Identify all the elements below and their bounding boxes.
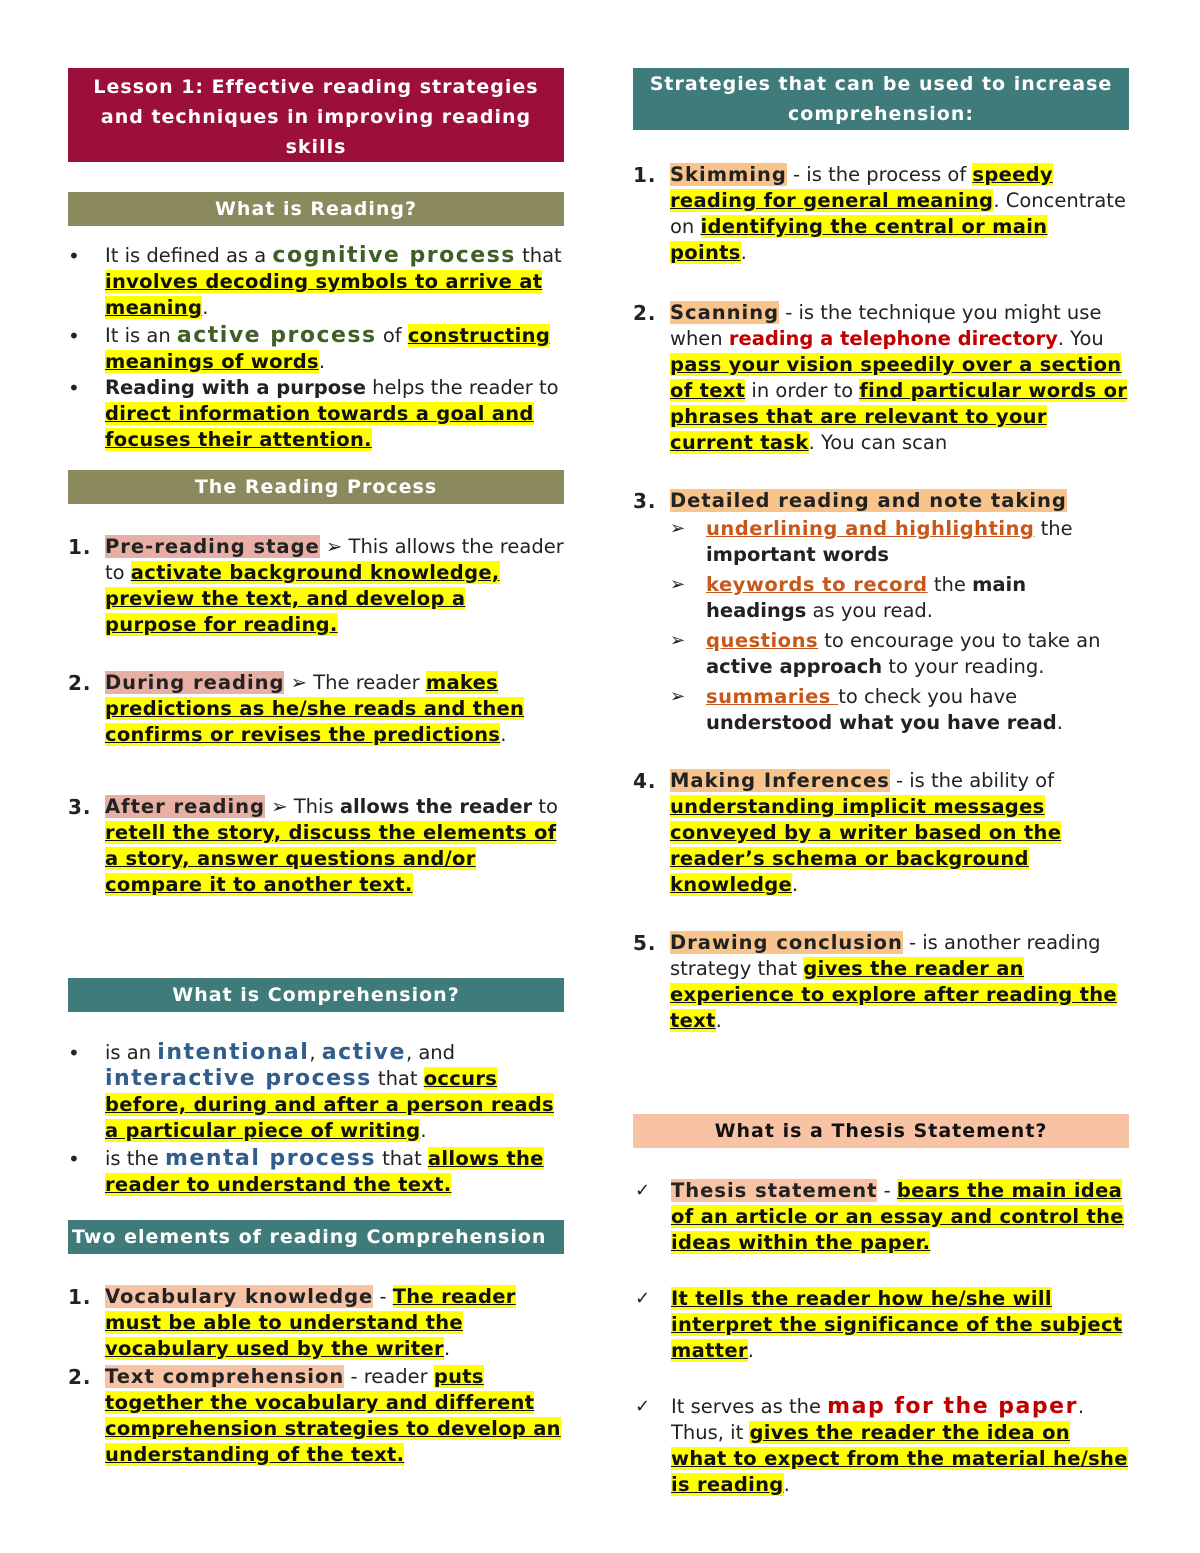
highlight: constructing meanings of words <box>105 324 551 373</box>
text: . <box>740 241 747 264</box>
text: . Thus, it <box>671 1395 1085 1444</box>
text: to <box>532 795 558 818</box>
list-item-skimming <box>633 162 1129 266</box>
lesson-title: Lesson 1: Effective reading strategies and techniques in improving reading skills <box>68 68 564 162</box>
element-term: Text comprehension <box>105 1365 345 1388</box>
arrow-icon: ➢ <box>319 535 349 558</box>
item-number: 2. <box>633 301 657 325</box>
thesis-list <box>633 1178 1129 1498</box>
highlight: allows the reader to understand the text. <box>105 1147 544 1196</box>
text: , <box>309 1041 322 1064</box>
text: . <box>318 350 326 373</box>
highlight: pass your vision speedily over a section of text <box>670 353 1122 402</box>
right-column <box>633 68 1129 1498</box>
text: - <box>877 1179 897 1202</box>
strategy-term: Skimming <box>670 163 787 186</box>
text: is an <box>105 1041 158 1064</box>
element-term: Vocabulary knowledge <box>105 1285 374 1308</box>
list-item <box>68 1146 564 1198</box>
item-number: 1. <box>68 1285 92 1309</box>
item-number: 2. <box>68 1365 92 1389</box>
text: to your reading. <box>882 655 1045 678</box>
text: the <box>927 573 973 596</box>
strategy-term: Detailed reading and note taking <box>670 489 1067 512</box>
red-emphasis: reading a telephone directory <box>728 327 1058 350</box>
highlight: activate background knowledge, preview the text, and develop a purpose for reading. <box>105 561 500 636</box>
reading-definition-list <box>68 243 564 453</box>
list-item <box>633 1394 1129 1498</box>
highlight: retell the story, discuss the elements of a story, answer questions and/or compare it to another text. <box>105 821 557 896</box>
stage-term: After reading <box>105 795 266 818</box>
left-column <box>68 68 564 1468</box>
highlight: The reader must be able to understand the vocabulary used by the writer <box>105 1285 516 1360</box>
list-item <box>68 1364 564 1468</box>
text: - is the ability of <box>889 769 1054 792</box>
text: This <box>293 795 340 818</box>
strategy-term: Making Inferences <box>670 769 890 792</box>
text: - reader <box>344 1365 434 1388</box>
list-item-inferences <box>633 768 1129 898</box>
item-number: 1. <box>68 535 92 559</box>
item-number: 4. <box>633 769 657 793</box>
note-taking-list <box>670 516 1129 736</box>
highlight: gives the reader the idea on what to expect from the material he/she is reading <box>671 1421 1128 1496</box>
text: as you read. <box>806 599 934 622</box>
list-item <box>68 670 564 748</box>
reading-process-list <box>68 534 564 898</box>
strategy-term: Scanning <box>670 301 780 324</box>
arrow-icon: ➢ <box>284 671 314 694</box>
bold-term: main headings <box>706 573 1027 622</box>
emphasis-term: mental process <box>164 1146 376 1171</box>
text: - <box>373 1285 393 1308</box>
text: . <box>747 1339 754 1362</box>
stage-term: During reading <box>105 671 285 694</box>
item-number: 5. <box>633 931 657 955</box>
highlight: direct information towards a goal and focuses their attention. <box>105 402 534 451</box>
list-item <box>68 534 564 638</box>
red-emphasis: map for the paper <box>827 1394 1078 1419</box>
highlight: find particular words or phrases that are relevant to your current task <box>670 379 1128 454</box>
item-number: 1. <box>633 163 657 187</box>
section-header-what-is-comprehension: What is Comprehension? <box>68 978 564 1012</box>
list-item <box>68 1040 564 1144</box>
text: . <box>443 1337 451 1360</box>
bold-term: understood what you have read <box>706 711 1057 734</box>
highlight: understanding implicit messages conveyed by a writer based on the reader’s schema or background knowledge <box>670 795 1062 896</box>
bold-term: Reading with a purpose <box>105 376 366 399</box>
list-item <box>633 1178 1129 1256</box>
section-header-two-elements: Two elements of reading Comprehension <box>68 1220 564 1254</box>
item-number: 3. <box>633 489 657 513</box>
list-item <box>68 243 564 321</box>
highlight: involves decoding symbols to arrive at meaning <box>105 270 543 319</box>
text: . You <box>1057 327 1104 350</box>
text: This allows the reader to <box>105 535 564 584</box>
item-number: 3. <box>68 795 92 819</box>
text: It is defined as a <box>105 244 273 267</box>
comprehension-definition-list <box>68 1040 564 1198</box>
section-header-reading-process: The Reading Process <box>68 470 564 504</box>
text: the <box>1034 517 1073 540</box>
technique-term: underlining and highlighting <box>706 517 1035 540</box>
text: . <box>1056 711 1063 734</box>
comprehension-elements-list <box>68 1284 564 1468</box>
emphasis-term: cognitive process <box>272 243 516 268</box>
text: . You can scan <box>808 431 948 454</box>
text: . <box>202 296 209 319</box>
text: The reader <box>313 671 426 694</box>
text: , and <box>405 1041 456 1064</box>
highlight: It tells the reader how he/she will interpret the significance of the subject matter <box>671 1287 1123 1362</box>
text: It is an <box>105 324 177 347</box>
text: . <box>500 723 507 746</box>
technique-term: questions <box>706 629 819 652</box>
text: . Concentrate on <box>670 189 1126 238</box>
text: to encourage you to take an <box>818 629 1101 652</box>
highlight: makes predictions as he/she reads and then confirms or revises the predictions <box>105 671 525 746</box>
text: It serves as the <box>671 1395 828 1418</box>
highlight: puts together the vocabulary and different comprehension strategies to develop an understanding of the text. <box>105 1365 561 1466</box>
emphasis-term: active <box>321 1040 406 1065</box>
highlight: occurs before, during and after a person reads a particular piece of writing <box>105 1067 554 1142</box>
list-item <box>68 375 564 453</box>
text: - is the process of <box>786 163 973 186</box>
list-item <box>670 684 1129 736</box>
text: . <box>715 1009 722 1032</box>
text: . <box>783 1473 790 1496</box>
arrow-icon: ➢ <box>265 795 294 818</box>
highlight: bears the main idea of an article or an essay and control the ideas within the paper. <box>671 1179 1124 1254</box>
bold-term: active approach <box>706 655 883 678</box>
list-item <box>68 794 564 898</box>
list-item-drawing-conclusion <box>633 930 1129 1034</box>
item-number: 2. <box>68 671 92 695</box>
text: that <box>515 244 562 267</box>
text: that <box>375 1147 428 1170</box>
stage-term: Pre-reading stage <box>105 535 320 558</box>
text: is the <box>105 1147 165 1170</box>
emphasis-term: interactive process <box>105 1066 372 1091</box>
bold-term: allows the reader <box>339 795 533 818</box>
list-item-scanning <box>633 300 1129 456</box>
emphasis-term: intentional <box>157 1040 310 1065</box>
list-item <box>68 1284 564 1362</box>
list-item <box>68 323 564 375</box>
strategies-list <box>633 162 1129 1034</box>
technique-term: summaries <box>706 685 839 708</box>
section-header-thesis: What is a Thesis Statement? <box>633 1114 1129 1148</box>
bold-term: important words <box>706 543 890 566</box>
text: in order to <box>745 379 860 402</box>
highlight: identifying the central or main points <box>670 215 1048 264</box>
list-item <box>670 516 1129 568</box>
thesis-term: Thesis statement <box>671 1179 878 1202</box>
text: . <box>792 873 799 896</box>
highlight: speedy reading for general meaning <box>670 163 1053 212</box>
list-item <box>670 572 1129 624</box>
list-item-detailed-reading <box>633 488 1129 736</box>
text: that <box>371 1067 424 1090</box>
highlight: gives the reader an experience to explore after reading the text <box>670 957 1117 1032</box>
text: of <box>376 324 408 347</box>
section-header-what-is-reading: What is Reading? <box>68 192 564 226</box>
strategy-term: Drawing conclusion <box>670 931 903 954</box>
technique-term: keywords to record <box>706 573 928 596</box>
emphasis-term: active process <box>176 323 377 348</box>
list-item <box>633 1286 1129 1364</box>
section-header-strategies: Strategies that can be used to increase comprehension: <box>633 68 1129 130</box>
text: . <box>420 1119 427 1142</box>
text: - is the technique you might use when <box>670 301 1102 350</box>
text: to check you have <box>838 685 1018 708</box>
list-item <box>670 628 1129 680</box>
text: helps the reader to <box>365 376 559 399</box>
text: - is another reading strategy that <box>670 931 1101 980</box>
